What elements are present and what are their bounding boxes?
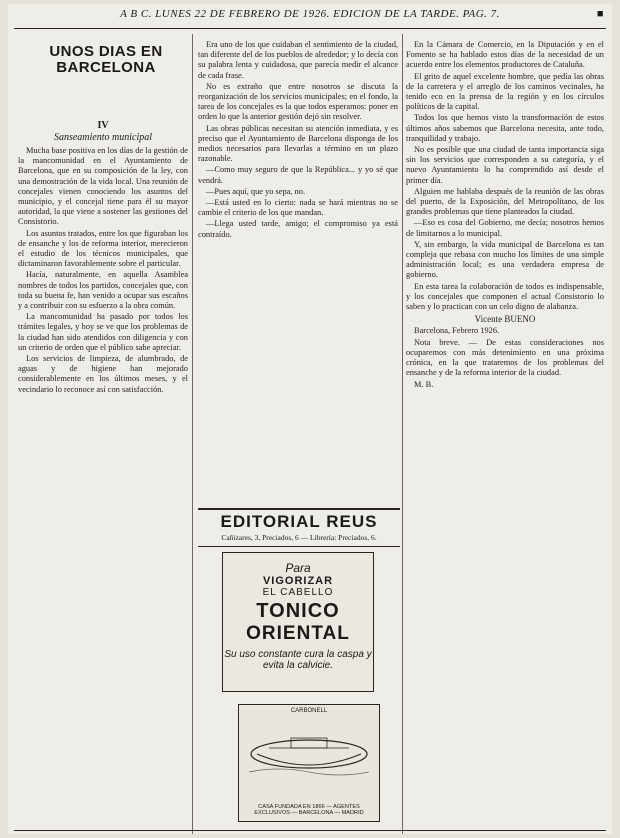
- paragraph: No es posible que una ciudad de tanta importancia siga sin los servicios que corresponden a su categoría, y el nuevo Ayuntamiento lo ha comprendido así desde el primer día.: [406, 145, 604, 185]
- paragraph: Hacía, naturalmente, en aquella Asamblea nombres de todos los partidos, concejales que, con toda su buena fe, han venido a ocupar sus escaños y a contribuir con su esfuerzo a la obra común.: [18, 270, 188, 311]
- paragraph: Todos los que hemos visto la transformación de estos últimos años sabemos que Barcelona necesita, ante todo, tranquilidad y trabajo.: [406, 113, 604, 143]
- ad-tonico-brand: ORIENTAL: [246, 623, 350, 644]
- ad-boat-footer: CASA FUNDADA EN 1866 — AGENTES EXCLUSIVOS — BARCELONA — MADRID: [254, 803, 364, 817]
- ad-reus-title: EDITORIAL REUS: [220, 512, 378, 531]
- column-divider-1: [192, 34, 193, 834]
- article-column-2: [198, 40, 398, 500]
- ad-tonico-line: VIGORIZAR: [262, 575, 334, 587]
- paragraph: Y, sin embargo, la vida municipal de Barcelona es tan compleja que rebasa con mucho los límites de una simple administración local; es una verdadera empresa de gobierno.: [406, 239, 604, 280]
- paragraph: Alguien me hablaba después de la reunión de las obras del puerto, de la Exposición, del Metropolitano, de los grandes problemas que tiene planteados la ciudad.: [406, 186, 604, 217]
- dateline: Barcelona, Febrero 1926.: [414, 326, 500, 336]
- article-column-1: [18, 146, 188, 834]
- ad-editorial-reus: [198, 508, 400, 547]
- paragraph: Los servicios de limpieza, de alumbrado, de aguas y de higiene han mejorado considerablemente en los últimos meses, y el vecindario lo reconoce así con satisfacción.: [18, 354, 188, 394]
- masthead-rule: [14, 28, 606, 29]
- article-subhead: Sanseamiento municipal: [53, 132, 153, 143]
- paragraph: —Pues aquí, que yo sepa, no.: [206, 186, 306, 196]
- ad-reus-address: Cañizares, 3, Preciados, 6 — Librería: Preciados, 6.: [221, 533, 377, 542]
- ad-boat: [238, 704, 380, 822]
- ad-tonico-slogan: Su uso constante cura la caspa y evita la calvicie.: [224, 649, 372, 671]
- footer-rule: [14, 830, 606, 831]
- ad-tonico-brand: TONICO: [256, 600, 340, 622]
- article-column-3: [406, 40, 604, 834]
- paragraph: —Llega usted tarde, amigo; el compromiso ya está contraído.: [198, 219, 398, 239]
- paragraph: Mucha base positiva en los días de la gestión de la mancomunidad en el Ayuntamiento de Barcelona, que en su composición de la ley, con una demostración de la vida local. Una reunión de concejales vienen conociendo los asuntos del municipio, y el concejal tiene para él su mayor autoridad, la que viene a sostener las gestiones del Consistorio.: [18, 146, 188, 227]
- paragraph: Las obras públicas necesitan su atención inmediata, y es preciso que el Ayuntamiento de Barcelona disponga de los medios necesarios para llevarlas a término en un plazo razonable.: [198, 123, 398, 164]
- paragraph: No es extraño que entre nosotros se discuta la reorganización de los servicios municipales; en el fondo, la tarea de los concejales es la que todos esperamos: poner en orden lo que la anterior gestión dejó sin resolver.: [198, 81, 398, 122]
- paragraph: Los asuntos tratados, entre los que figuraban los de ensanche y los de reforma interior, merecieron el estudio de los técnicos municipales, que dictaminaron favorablemente sobre el particular.: [18, 228, 188, 269]
- article-headline: UNOS DIAS EN BARCELONA: [49, 43, 163, 76]
- article-signature: Vicente BUENO: [474, 314, 536, 325]
- ad-boat-caption: CARBONELL: [290, 708, 328, 714]
- paragraph: Era uno de los que cuidaban el sentimiento de la ciudad, tan diferente del de los pueblos de alrededor; y lo decía con su palabra lenta y cuidadosa, que parecía medir el alcance de cada frase.: [198, 40, 398, 80]
- paragraph: La mancomunidad ha pasado por todos los trámites legales, y hoy se ve que los problemas de la ciudad han sido atendidos con diligencia y con un criterio de orden que el público sabe apreciar.: [18, 312, 188, 352]
- paragraph: El grito de aquel excelente hombre, que pedía las obras de la carretera y el arreglo de los caminos vecinales, ha tenido eco en la prensa de la región y en los círculos políticos de la capital.: [406, 71, 604, 112]
- ad-tonico-line: EL CABELLO: [262, 587, 334, 598]
- newspaper-page: [8, 4, 612, 834]
- page-masthead: [8, 8, 612, 26]
- section-number: IV: [97, 120, 109, 131]
- boat-illustration: [239, 714, 379, 784]
- paragraph: —Está usted en lo cierto: nada se hará mientras no se cambie el criterio de los que mandan.: [198, 198, 398, 218]
- column-divider-2: [402, 34, 403, 834]
- paragraph: Nota breve. — De estas consideraciones nos ocuparemos con más detenimiento en una próxima crónica, en la que trataremos de los problemas del ensanche y de la reforma interior de la ciudad.: [406, 337, 604, 378]
- ad-tonico-oriental: [222, 552, 374, 692]
- ad-tonico-line: Para: [285, 561, 311, 575]
- paragraph: En esta tarea la colaboración de todos es indispensable, y los concejales que componen el actual Consistorio lo saben y lo practican con un celo digno de alabanza.: [406, 281, 604, 312]
- paragraph: —Eso es cosa del Gobierno, me decía; nosotros hemos de limitarnos a lo municipal.: [406, 218, 604, 238]
- masthead-text: A B C. LUNES 22 DE FEBRERO DE 1926. EDICION DE LA TARDE. PAG. 7.: [120, 8, 500, 20]
- paragraph: En la Cámara de Comercio, en la Diputación y en el Fomento se ha hablado estos días de la necesidad de un acuerdo entre los elementos productores de Cataluña.: [406, 40, 604, 70]
- initials: M. B.: [414, 379, 434, 389]
- paragraph: —Como muy seguro de que la República... y yo sé que vendrá.: [198, 165, 398, 185]
- masthead-bullet: ■: [596, 8, 604, 20]
